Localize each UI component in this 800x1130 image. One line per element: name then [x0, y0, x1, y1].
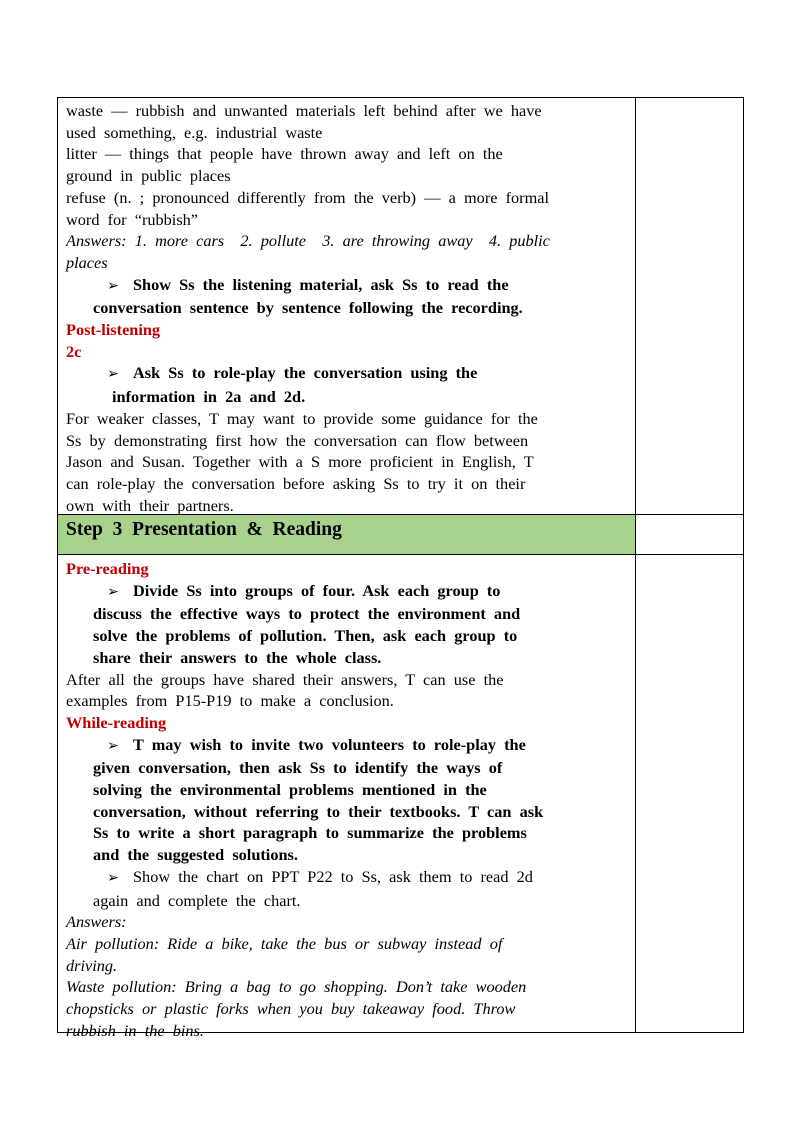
- subheading-post-listening: Post-listening: [66, 320, 161, 340]
- answer-air-pollution-cont: [66, 955, 630, 977]
- bullet-divide-groups-cont: [66, 603, 630, 625]
- definition-refuse-cont: [66, 209, 630, 231]
- text-line: again and complete the chart.: [93, 890, 301, 910]
- text-line: solving the environmental problems mentioned in the: [93, 780, 487, 800]
- text-line: ground in public places: [66, 166, 231, 186]
- definition-litter-cont: [66, 165, 630, 187]
- text-line: and the suggested solutions.: [93, 845, 298, 865]
- text-line: own with their partners.: [66, 495, 234, 515]
- text-line: Waste pollution: Bring a bag to go shopping. Don’t take wooden: [66, 977, 527, 997]
- text-line: After all the groups have shared their answers, T can use the: [66, 669, 504, 689]
- bullet-show-listening: [66, 274, 630, 298]
- guidance-paragraph-4: [66, 473, 630, 495]
- text-line: places: [66, 252, 108, 272]
- side-cell-1: [636, 98, 744, 515]
- lesson-plan-table: [57, 97, 744, 1040]
- text-line: Answers: 1. more cars 2. pollute 3. are throwing away 4. public: [66, 231, 550, 251]
- guidance-paragraph-5: [66, 495, 630, 517]
- bullet-show-chart-cont: [66, 890, 630, 912]
- answers-label: Answers:: [66, 912, 127, 932]
- text-line: given conversation, then ask Ss to identify the ways of: [93, 758, 503, 778]
- after-groups-paragraph-cont: [66, 690, 630, 712]
- bullet-divide-groups-cont: [66, 625, 630, 647]
- bullet-volunteers-cont: [66, 822, 630, 844]
- definition-waste-cont: [66, 122, 630, 144]
- bullet-role-play-cont: [66, 386, 630, 408]
- bullet-role-play: [66, 362, 630, 386]
- answer-waste-pollution: [66, 976, 630, 998]
- step-3-title: Step 3 Presentation & Reading: [66, 519, 342, 540]
- bullet-volunteers-cont: [66, 801, 630, 823]
- text-line: discuss the effective ways to protect the environment and: [93, 604, 521, 624]
- answer-waste-pollution-cont: [66, 1020, 630, 1042]
- subheading-while-reading: While-reading: [66, 712, 167, 732]
- after-groups-paragraph: [66, 669, 630, 691]
- subheading-2c: 2c: [66, 341, 82, 361]
- guidance-paragraph-2: [66, 430, 630, 452]
- text-line: chopsticks or plastic forks when you buy takeaway food. Throw: [66, 999, 516, 1019]
- bullet-show-chart: [66, 866, 630, 890]
- side-cell-2: [636, 555, 744, 1033]
- arrow-bullet-icon: ➢: [107, 277, 119, 294]
- bullet-volunteers-cont: [66, 844, 630, 866]
- bullet-divide-groups: [66, 580, 630, 604]
- text-line: word for “rubbish”: [66, 209, 199, 229]
- bullet-volunteers-cont: [66, 757, 630, 779]
- answers-line-cont: [66, 252, 630, 274]
- text-line: Jason and Susan. Together with a S more proficient in English, T: [66, 452, 534, 472]
- text-line: driving.: [66, 955, 118, 975]
- text-line: Divide Ss into groups of four. Ask each group to: [133, 580, 501, 600]
- text-line: Air pollution: Ride a bike, take the bus or subway instead of: [66, 933, 503, 953]
- definition-litter: [66, 143, 630, 165]
- text-line: solve the problems of pollution. Then, ask each group to: [93, 626, 518, 646]
- text-line: Ss to write a short paragraph to summarize the problems: [93, 823, 527, 843]
- guidance-paragraph-1: [66, 408, 630, 430]
- answers-line: [66, 230, 630, 252]
- subheading-pre-reading: Pre-reading: [66, 559, 149, 578]
- content-row-2: [58, 555, 744, 1033]
- text-line: Ss by demonstrating first how the conversation can flow between: [66, 430, 529, 450]
- text-line: Ask Ss to role-play the conversation using the: [133, 363, 478, 383]
- text-line: Show the chart on PPT P22 to Ss, ask them to read 2d: [133, 866, 533, 886]
- text-line: examples from P15-P19 to make a conclusion.: [66, 691, 394, 711]
- arrow-bullet-icon: ➢: [107, 583, 119, 600]
- text-line: can role-play the conversation before asking Ss to try it on their: [66, 473, 526, 493]
- text-line: used something, e.g. industrial waste: [66, 122, 323, 142]
- text-line: conversation sentence by sentence following the recording.: [93, 298, 523, 318]
- text-line: T may wish to invite two volunteers to role-play the: [133, 734, 526, 754]
- content-row-1: [58, 98, 744, 515]
- main-cell-reading: [58, 555, 636, 1040]
- text-line: information in 2a and 2d.: [112, 387, 306, 407]
- definition-refuse: [66, 187, 630, 209]
- bullet-volunteers: [66, 734, 630, 758]
- answer-waste-pollution-cont: [66, 998, 630, 1020]
- side-cell-step: [636, 515, 744, 555]
- text-line: Show Ss the listening material, ask Ss to read the: [133, 274, 509, 294]
- text-line: For weaker classes, T may want to provide some guidance for the: [66, 408, 538, 428]
- bullet-divide-groups-cont: [66, 647, 630, 669]
- text-line: share their answers to the whole class.: [93, 647, 382, 667]
- bullet-show-listening-cont: [66, 297, 630, 319]
- answer-air-pollution: [66, 933, 630, 955]
- definition-waste: [66, 100, 630, 122]
- text-line: rubbish in the bins.: [66, 1020, 204, 1040]
- step-3-title-cell: [58, 515, 636, 555]
- text-line: refuse (n. ; pronounced differently from the verb) — a more formal: [66, 187, 549, 207]
- guidance-paragraph-3: [66, 451, 630, 473]
- arrow-bullet-icon: ➢: [107, 737, 119, 754]
- text-line: litter — things that people have thrown away and left on the: [66, 144, 503, 164]
- bullet-volunteers-cont: [66, 779, 630, 801]
- main-cell-listening: [58, 98, 636, 515]
- text-line: conversation, without referring to their textbooks. T can ask: [93, 801, 544, 821]
- arrow-bullet-icon: ➢: [107, 869, 119, 886]
- text-line: waste — rubbish and unwanted materials left behind after we have: [66, 101, 542, 120]
- step-3-header-row: [58, 515, 744, 555]
- arrow-bullet-icon: ➢: [107, 366, 119, 383]
